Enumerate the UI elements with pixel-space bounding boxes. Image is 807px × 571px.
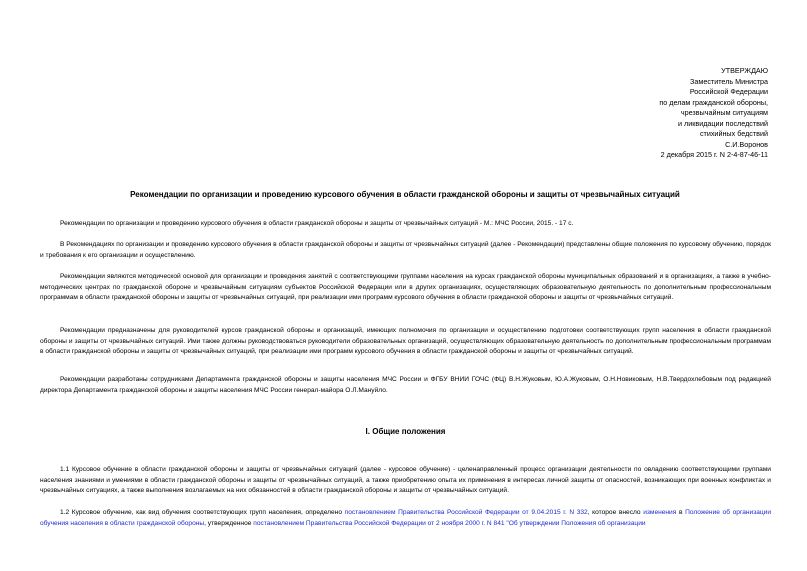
decree-841-link[interactable]: постановлением Правительства Российской Федерации от 2 ноября 2000 г. N 841 <box>253 519 505 527</box>
approval-line: по делам гражданской обороны, <box>659 97 768 107</box>
paragraph-text: , утвержденное <box>204 519 254 527</box>
approval-line: и ликвидации последствий <box>678 118 768 128</box>
regulation-link[interactable]: Положение об организации обучения населения в области гражданской обороны <box>40 509 772 527</box>
approval-line: Заместитель Министра <box>690 76 768 86</box>
paragraph-1-2 <box>40 508 771 529</box>
approval-signatory: С.И.Воронов <box>725 139 768 149</box>
amendments-link[interactable]: изменения <box>643 509 677 516</box>
paragraph-text: в <box>676 509 686 516</box>
approval-line: чрезвычайным ситуациям <box>680 108 768 117</box>
paragraph-text: 1.2 Курсовое обучение, как вид обучения соответствующих групп населения, определено <box>60 509 345 516</box>
paragraph-summary: В Рекомендациях по организации и проведению курсового обучения в области гражданской обороны и защиты от чрезвычайных ситуаций (далее - Рекомендации) представлены общие положения по курсовому обучению, порядок и требования к его организации и осуществлению. <box>40 241 771 259</box>
paragraph-audience: Рекомендации предназначены для руководителей курсов гражданской обороны и организаций, имеющих полномочия по организации и осуществлению подготовки соответствующих групп населения в области гражданской обороны и защиты от чрезвычайных ситуаций. Ими также должны руководствоваться руководители образовательных организаций, осуществляющих образовательную деятельность по дополнительным профессиональным программам в области гражданской обороны и защиты от чрезвычайных ситуаций, при реализации ими программ курсового обучения в области гражданской обороны и защиты от чрезвычайных ситуаций. <box>40 327 771 356</box>
paragraph-authors: Рекомендации разработаны сотрудниками Департамента гражданской обороны и защиты населения МЧС России и ФГБУ ВНИИ ГОЧС (ФЦ) В.Н.Жуковым, Ю.А.Жуковым, О.Н.Новиковым, Н.В.Твердохлебовым под редакцией директора Департамента гражданской обороны и защиты населения МЧС России генерал-майора О.Л.Мануйло. <box>40 376 771 394</box>
approval-date-number: 2 декабря 2015 г. N 2-4-87-46-11 <box>660 150 768 159</box>
decree-841-title-link[interactable]: "Об утверждении Положения об организации <box>506 519 646 527</box>
approval-line: УТВЕРЖДАЮ <box>721 66 768 75</box>
document-title: Рекомендации по организации и проведению курсового обучения в области гражданской обороны и защиты от чрезвычайных ситуаций <box>130 190 680 199</box>
section-heading: I. Общие положения <box>365 427 446 436</box>
approval-block <box>640 66 768 161</box>
paragraph-text: , которое внесло <box>587 509 644 516</box>
paragraph-1-1: 1.1 Курсовое обучение в области гражданской обороны и защиты от чрезвычайных ситуаций (далее - курсовое обучение) - целенаправленный процесс организации деятельности по овладению соответствующими группами населения знаниями и умениями в области гражданской обороны и защиты от чрезвычайных ситуаций, а также приобретению опыта их применения в интересах личной защиты от опасностей, возникающих при военных конфликтах и чрезвычайных ситуациях, а также выполнения возлагаемых на них обязанностей в области гражданской обороны и защиты от чрезвычайных ситуаций. <box>40 466 771 495</box>
decree-332-link[interactable]: постановлением Правительства Российской Федерации от 9.04.2015 г. N 332 <box>344 509 588 516</box>
approval-line: Российской Федерации <box>689 87 768 96</box>
approval-line: стихийных бедствий <box>699 129 768 138</box>
paragraph-purpose: Рекомендации являются методической основой для организации и проведения занятий с соответствующими группами населения на курсах гражданской обороны муниципальных образований и в организациях, а также в учебно-методических центрах по гражданской обороне и чрезвычайным ситуациям субъектов Российской Федерации или в других организациях, осуществляющих образовательную деятельность по дополнительным профессиональным программам в области гражданской обороны и защиты от чрезвычайных ситуаций, при реализации ими программ курсового обучения в области гражданской обороны и защиты от чрезвычайных ситуаций. <box>40 273 771 302</box>
paragraph-bibliographic: Рекомендации по организации и проведению курсового обучения в области гражданской обороны и защиты от чрезвычайных ситуаций - М.: МЧС России, 2015. - 17 с. <box>60 220 574 227</box>
